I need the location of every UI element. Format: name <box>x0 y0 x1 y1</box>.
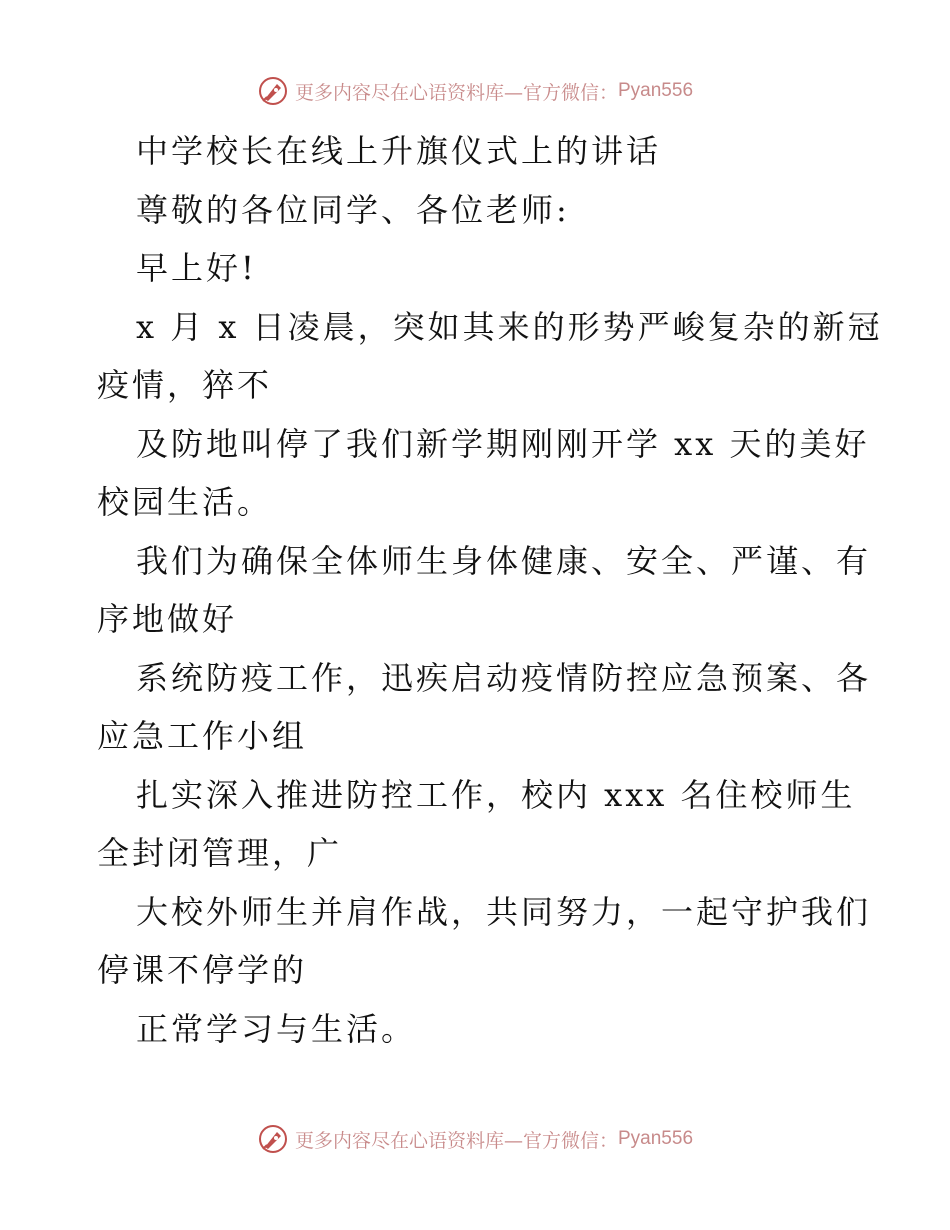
banner-text: 更多内容尽在心语资料库—官方微信： <box>294 1129 618 1152</box>
paragraph-line: 应急工作小组 <box>97 717 308 755</box>
paragraph-line: 我们为确保全体师生身体健康、安全、严谨、有 <box>136 541 872 580</box>
paragraph-line: 大校外师生并肩作战，共同努力，一起守护我们 <box>136 892 872 931</box>
pen-nib-logo-icon <box>257 1123 289 1155</box>
banner-text: 更多内容尽在心语资料库—官方微信： <box>294 81 618 104</box>
paragraph-line: 全封闭管理，广 <box>97 834 343 872</box>
paragraph-line: x 月 x 日凌晨，突如其来的形势严峻复杂的新冠 <box>136 307 883 346</box>
paragraph-line: 扎实深入推进防控工作，校内 xxx 名住校师生 <box>136 775 856 814</box>
paragraph-line: 及防地叫停了我们新学期刚刚开学 xx 天的美好 <box>136 424 870 463</box>
paragraph-line: 系统防疫工作，迅疾启动疫情防控应急预案、各 <box>136 658 872 697</box>
pen-nib-logo-icon <box>257 75 289 107</box>
paragraph-line: 校园生活。 <box>97 483 273 521</box>
paragraph-line: 正常学习与生活。 <box>136 1009 417 1048</box>
paragraph-line: 序地做好 <box>97 600 238 638</box>
wechat-id: Pyan556 <box>618 80 694 101</box>
salutation: 尊敬的各位同学、各位老师: <box>136 190 570 229</box>
footer-banner <box>0 1119 950 1159</box>
document-title: 中学校长在线上升旗仪式上的讲话 <box>136 132 662 170</box>
greeting: 早上好! <box>136 249 257 287</box>
wechat-id: Pyan556 <box>618 1128 694 1149</box>
document-body <box>97 122 883 1058</box>
paragraph-line: 停课不停学的 <box>97 951 308 989</box>
paragraph-line: 疫情，猝不 <box>97 366 273 404</box>
header-banner <box>0 71 950 111</box>
